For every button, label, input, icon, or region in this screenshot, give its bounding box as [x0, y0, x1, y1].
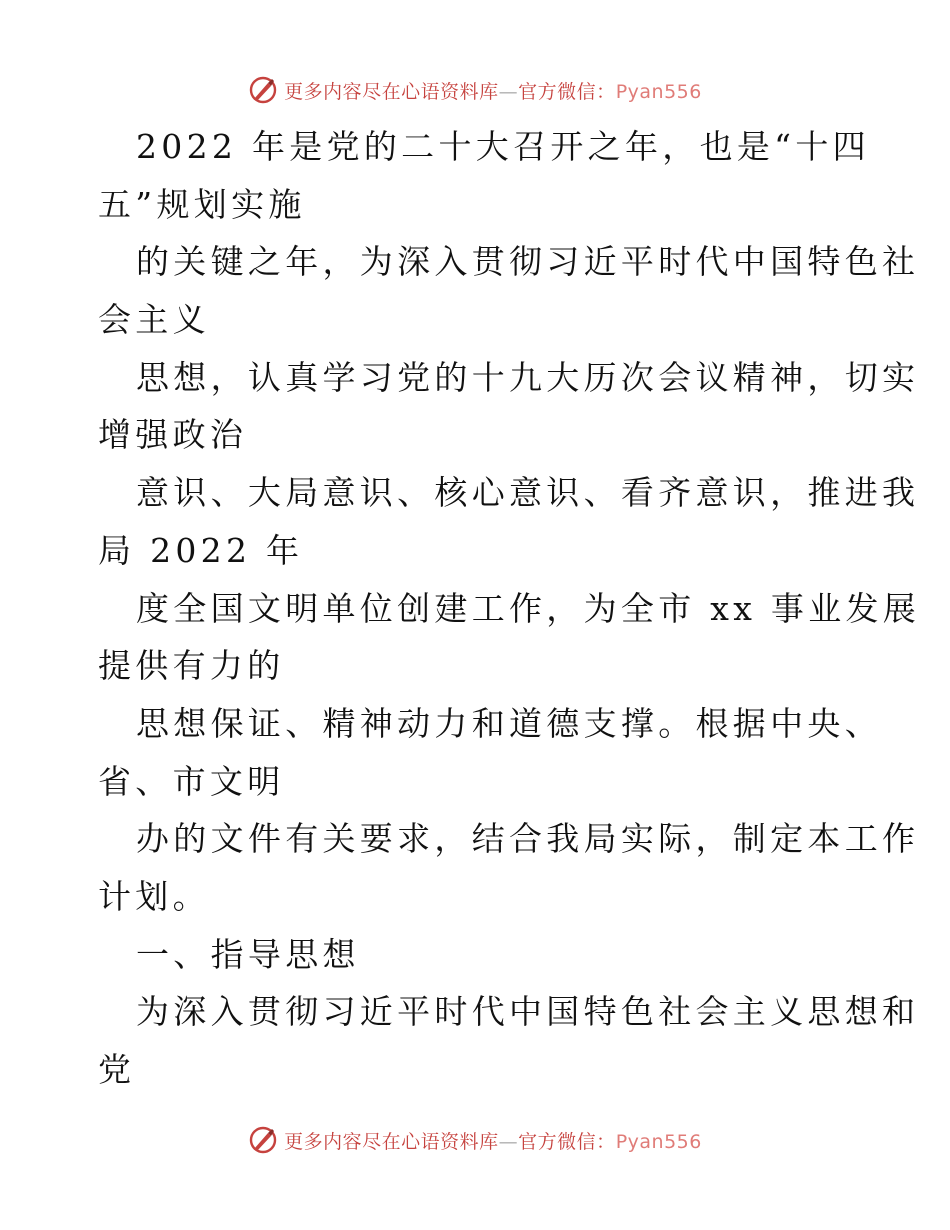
watermark-account-label: 官方微信：	[518, 1130, 616, 1153]
paragraph-line: 省、市文明	[98, 761, 285, 801]
paragraph-line: 计划。	[98, 876, 210, 916]
paragraph-line: 会主义	[98, 300, 210, 340]
paragraph-line: 度全国文明单位创建工作，为全市 xx 事业发展	[136, 588, 921, 628]
watermark-separator: —	[498, 1130, 519, 1153]
watermark-brand: 更多内容尽在心语资料库	[284, 80, 499, 103]
paragraph-line: 局 2022 年	[98, 530, 304, 570]
paragraph-line: 2022 年是党的二十大召开之年，也是“十四	[136, 127, 870, 166]
section-heading: 一、指导思想	[136, 934, 360, 974]
document-body	[98, 118, 921, 1099]
paragraph-line: 思想保证、精神动力和道德支撑。根据中央、	[136, 703, 882, 743]
watermark-account: Pyan556	[615, 80, 702, 103]
paragraph-line: 意识、大局意识、核心意识、看齐意识，推进我	[136, 473, 920, 513]
pen-logo-icon	[248, 1125, 278, 1155]
paragraph-line: 的关键之年，为深入贯彻习近平时代中国特色社	[136, 242, 920, 282]
paragraph-line: 办的文件有关要求，结合我局实际，制定本工作	[136, 819, 920, 859]
paragraph-line: 提供有力的	[98, 646, 285, 686]
watermark-text	[284, 77, 702, 104]
pen-logo-icon	[248, 75, 278, 105]
watermark-separator: —	[498, 80, 519, 103]
footer-watermark	[0, 1122, 950, 1158]
paragraph-line: 为深入贯彻习近平时代中国特色社会主义思想和	[136, 992, 920, 1032]
watermark-account-label: 官方微信：	[518, 80, 616, 103]
paragraph-line: 党	[98, 1050, 136, 1089]
paragraph-line: 增强政治	[98, 415, 248, 455]
watermark-account: Pyan556	[615, 1130, 702, 1153]
watermark-text	[284, 1127, 702, 1154]
watermark-brand: 更多内容尽在心语资料库	[284, 1130, 499, 1153]
paragraph-line: 思想，认真学习党的十九大历次会议精神，切实	[136, 357, 920, 397]
header-watermark	[0, 72, 950, 108]
paragraph-line: 五”规划实施	[98, 184, 306, 224]
